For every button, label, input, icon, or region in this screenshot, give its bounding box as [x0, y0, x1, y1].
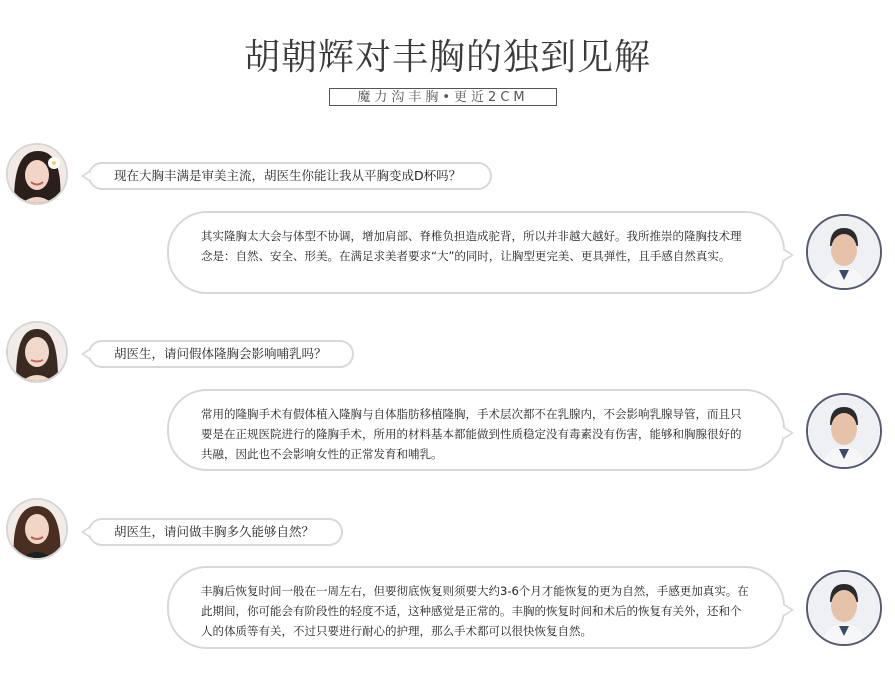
doctor-avatar-1 — [806, 214, 882, 290]
question-bubble-2 — [88, 340, 354, 368]
answer-text-3: 丰胸后恢复时间一般在一周左右，但要彻底恢复则须要大约3-6个月才能恢复的更为自然，手感更加真实。在此期间，你可能会有阶段性的轻度不适，这种感觉是正常的。丰胸的恢复时间和术后的恢复有关外，还和个人的体质等有关，不过只要进行耐心的护理，那么手术都可以很快恢复自然。 — [201, 584, 749, 638]
question-bubble-3 — [88, 518, 343, 546]
answer-text-2: 常用的隆胸手术有假体植入隆胸与自体脂肪移植隆胸，手术层次都不在乳腺内，不会影响乳腺导管，而且只要是在正规医院进行的隆胸手术，所用的材料基本都能做到性质稳定没有毒素没有伤害，能够和胸腺很好的共融，因此也不会影响女性的正常发育和哺乳。 — [201, 407, 742, 461]
question-bubble-1 — [88, 162, 492, 190]
doctor-avatar-3 — [806, 570, 882, 646]
answer-bubble-3 — [167, 566, 785, 649]
answer-text-1: 其实隆胸太大会与体型不协调，增加肩部、脊椎负担造成驼背，所以并非越大越好。我所推崇的隆胸技术理念是：自然、安全、形美。在满足求美者要求“大”的同时，让胸型更完美、更具弹性，且手感自然真实。 — [201, 229, 742, 263]
patient-avatar-1 — [6, 143, 68, 205]
patient-avatar-3 — [6, 498, 68, 560]
answer-bubble-1 — [167, 211, 785, 294]
patient-avatar-2 — [6, 321, 68, 383]
question-text-3: 胡医生，请问做丰胸多久能够自然？ — [114, 524, 315, 539]
page-title: 胡朝辉对丰胸的独到见解 — [243, 37, 651, 78]
question-text-1: 现在大胸丰满是审美主流，胡医生你能让我从平胸变成D杯吗？ — [114, 168, 462, 183]
doctor-avatar-2 — [806, 393, 882, 469]
answer-bubble-2 — [167, 389, 785, 471]
page-subtitle: 魔力沟丰胸•更近2CM — [329, 88, 557, 106]
question-text-2: 胡医生，请问假体隆胸会影响哺乳吗？ — [114, 346, 327, 361]
